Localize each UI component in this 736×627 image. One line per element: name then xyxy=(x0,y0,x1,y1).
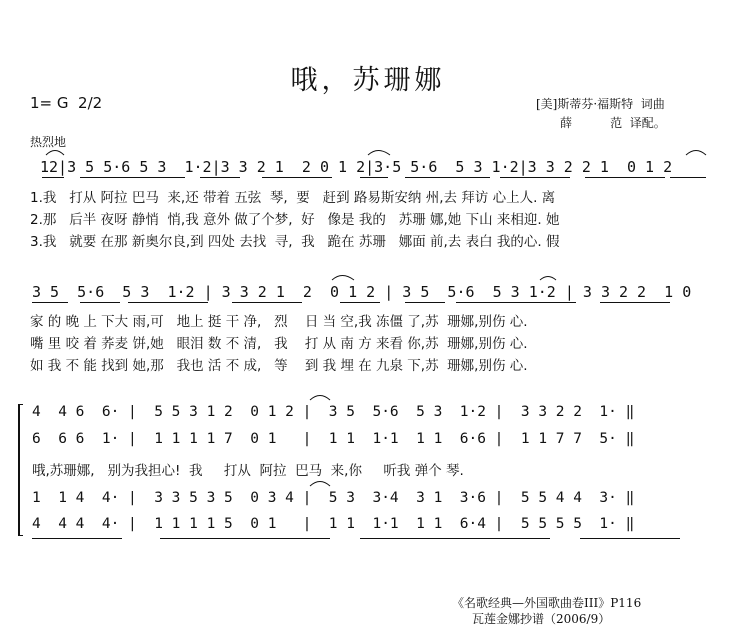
translator-credit: 薛 范 译配。 xyxy=(560,116,666,130)
song-title: 哦，苏珊娜 xyxy=(290,65,446,96)
chorus-upper-voice-1: 4 4 6 6· | 5 5 3 1 2 0 1 2 | 3 5 5·6 5 3 1·2 | 3 3 2 2 1· ‖ xyxy=(32,404,635,420)
transcriber-credit: 瓦莲金娜抄谱（2006/9） xyxy=(472,612,611,626)
lyric-verse-1-line-2: 家 的 晚 上 下大 雨,可 地上 挺 干 净, 烈 日 当 空,我 冻僵 了,苏 珊娜,别伤 心. xyxy=(30,314,528,330)
lyric-verse-3-line-2: 如 我 不 能 找到 她,那 我也 活 不 成, 等 到 我 埋 在 九泉 下,苏 珊娜,别伤 心. xyxy=(30,358,528,374)
chorus-lower-voice-1: 1 1 4 4· | 3 3 5 3 5 0 3 4 | 5 3 3·4 3 1 3·6 | 5 5 4 4 3· ‖ xyxy=(32,490,635,506)
chorus-lower-voice-2: 4 4 4 4· | 1 1 1 1 5 0 1 | 1 1 1·1 1 1 6·4 | 5 5 5 5 1· ‖ xyxy=(32,516,635,532)
composer-credit: [美]斯蒂芬·福斯特 词曲 xyxy=(536,97,665,111)
lyric-verse-1: 1.我 打从 阿拉 巴马 来,还 带着 五弦 琴, 要 赶到 路易斯安纳 州,去 拜访 心上人. 离 xyxy=(30,190,556,206)
key-signature: 1= G 2/2 xyxy=(30,94,103,112)
lyric-verse-3: 3.我 就要 在那 新奥尔良,到 四处 去找 寻, 我 跪在 苏珊 娜面 前,去 表白 我的心. 假 xyxy=(30,234,560,250)
source-reference: 《名歌经典—外国歌曲卷III》P116 xyxy=(452,596,642,610)
lyric-verse-2-line-2: 嘴 里 咬 着 荞麦 饼,她 眼泪 数 不 清, 我 打 从 南 方 来看 你,苏 珊娜,别伤 心. xyxy=(30,336,528,352)
melody-line-2: 3 5 5·6 5 3 1·2 | 3 3 2 1 2 0 1 2 | 3 5 5·6 5 3 1·2 | 3 3 2 2 1 0 xyxy=(32,283,692,301)
melody-line-1: 12|3 5 5·6 5 3 1·2|3 3 2 1 2 0 1 2|3·5 5·6 5 3 1·2|3 3 2 2 1 0 1 2 xyxy=(40,158,673,176)
tempo-marking: 热烈地 xyxy=(30,135,67,149)
chorus-lyric: 哦,苏珊娜, 别为我担心! 我 打从 阿拉 巴马 来,你 听我 弹个 琴. xyxy=(32,463,464,479)
lyric-verse-2: 2.那 后半 夜呀 静悄 悄,我 意外 做了个梦, 好 像是 我的 苏珊 娜,她 下山 来相迎. 她 xyxy=(30,212,560,228)
chorus-upper-voice-2: 6 6 6 1· | 1 1 1 1 7 0 1 | 1 1 1·1 1 1 6·6 | 1 1 7 7 5· ‖ xyxy=(32,431,635,447)
